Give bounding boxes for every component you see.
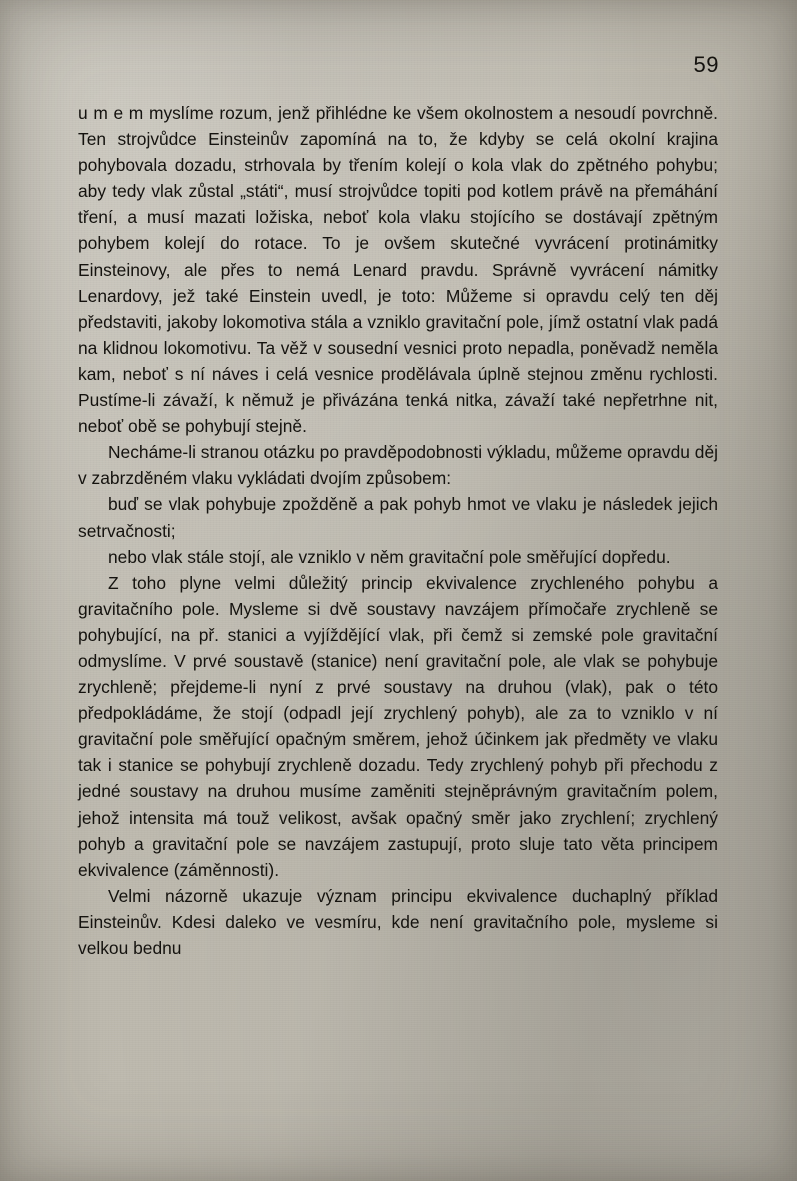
paragraph-6: Velmi názorně ukazuje význam principu ekvivalence duchaplný příklad Einsteinův. Kdesi daleko ve vesmíru, kde není gravitačního pole, mysleme si velkou bednu — [78, 885, 718, 958]
paragraph-3: buď se vlak pohybuje zpožděně a pak pohyb hmot ve vlaku je následek jejich setrvačnosti; — [78, 494, 718, 541]
paragraph-5: Z toho plyne velmi důležitý princip ekvivalence zrychleného pohybu a gravitačního pole. Mysleme si dvě soustavy navzájem přímočaře zrychleně se pohybující, na př. stanici a vyjíždějící vlak, při čemž si zemské pole gravitační odmyslíme. V prvé soustavě (stanice) není gravitační pole, ale vlak se pohybuje zrychleně; přejdeme-li nyní z prvé soustavy na druhou (vlak), pak o této předpokládáme, že stojí (odpadl její zrychlený pohyb), ale za to vzniklo v ní gravitační pole směřující opačným směrem, jehož účinkem jak předměty ve vlaku tak i stanice se pohybují zrychleně dozadu. Tedy zrychlený pohyb při přechodu z jedné soustavy na druhou musíme zaměniti stejněprávným gravitačním polem, jehož intensita má touž velikost, avšak opačný směr jako zrychlení; zrychlený pohyb a gravitační pole se navzájem zastupují, proto sluje tato věta principem ekvivalence (záměnnosti). — [78, 572, 718, 880]
page-body-text — [78, 100, 718, 961]
paragraph-2: Necháme-li stranou otázku po pravděpodobnosti výkladu, můžeme opravdu děj v zabrzděném vlaku vykládati dvojím způsobem: — [78, 442, 718, 489]
paragraph-1: u m e m myslíme rozum, jenž přihlédne ke všem okolnostem a nesoudí povrchně. Ten strojvůdce Einsteinův zapomíná na to, že kdyby se celá okolní krajina pohybovala dozadu, strhovala by třením kolejí o kola vlak do zpětného pohybu; aby tedy vlak zůstal „státi“, musí strojvůdce topiti pod kotlem právě na přemáhání tření, a musí mazati ložiska, neboť kola vlaku stojícího se dostávají zpětným pohybem kolejí do rotace. To je ovšem skutečné vyvrácení protinámitky Einsteinovy, ale přes to nemá Lenard pravdu. Správně vyvrácení námitky Lenardovy, jež také Einstein uvedl, je toto: Můžeme si opravdu celý ten děj představiti, jakoby lokomotiva stála a vzniklo gravitační pole, jímž ostatní vlak padá na klidnou lokomotivu. Ta věž v sousední vesnici proto nepadla, poněvadž neměla kam, neboť s ní náves i celá vesnice prodělávala úplně stejnou změnu rychlosti. Pustíme-li závaží, k němuž je přivázána tenká nitka, závaží také nepřetrhne nit, neboť obě se pohybují stejně. — [78, 103, 718, 437]
paragraph-4: nebo vlak stále stojí, ale vzniklo v něm gravitační pole směřující dopředu. — [108, 546, 671, 567]
page-number: 59 — [693, 52, 719, 77]
